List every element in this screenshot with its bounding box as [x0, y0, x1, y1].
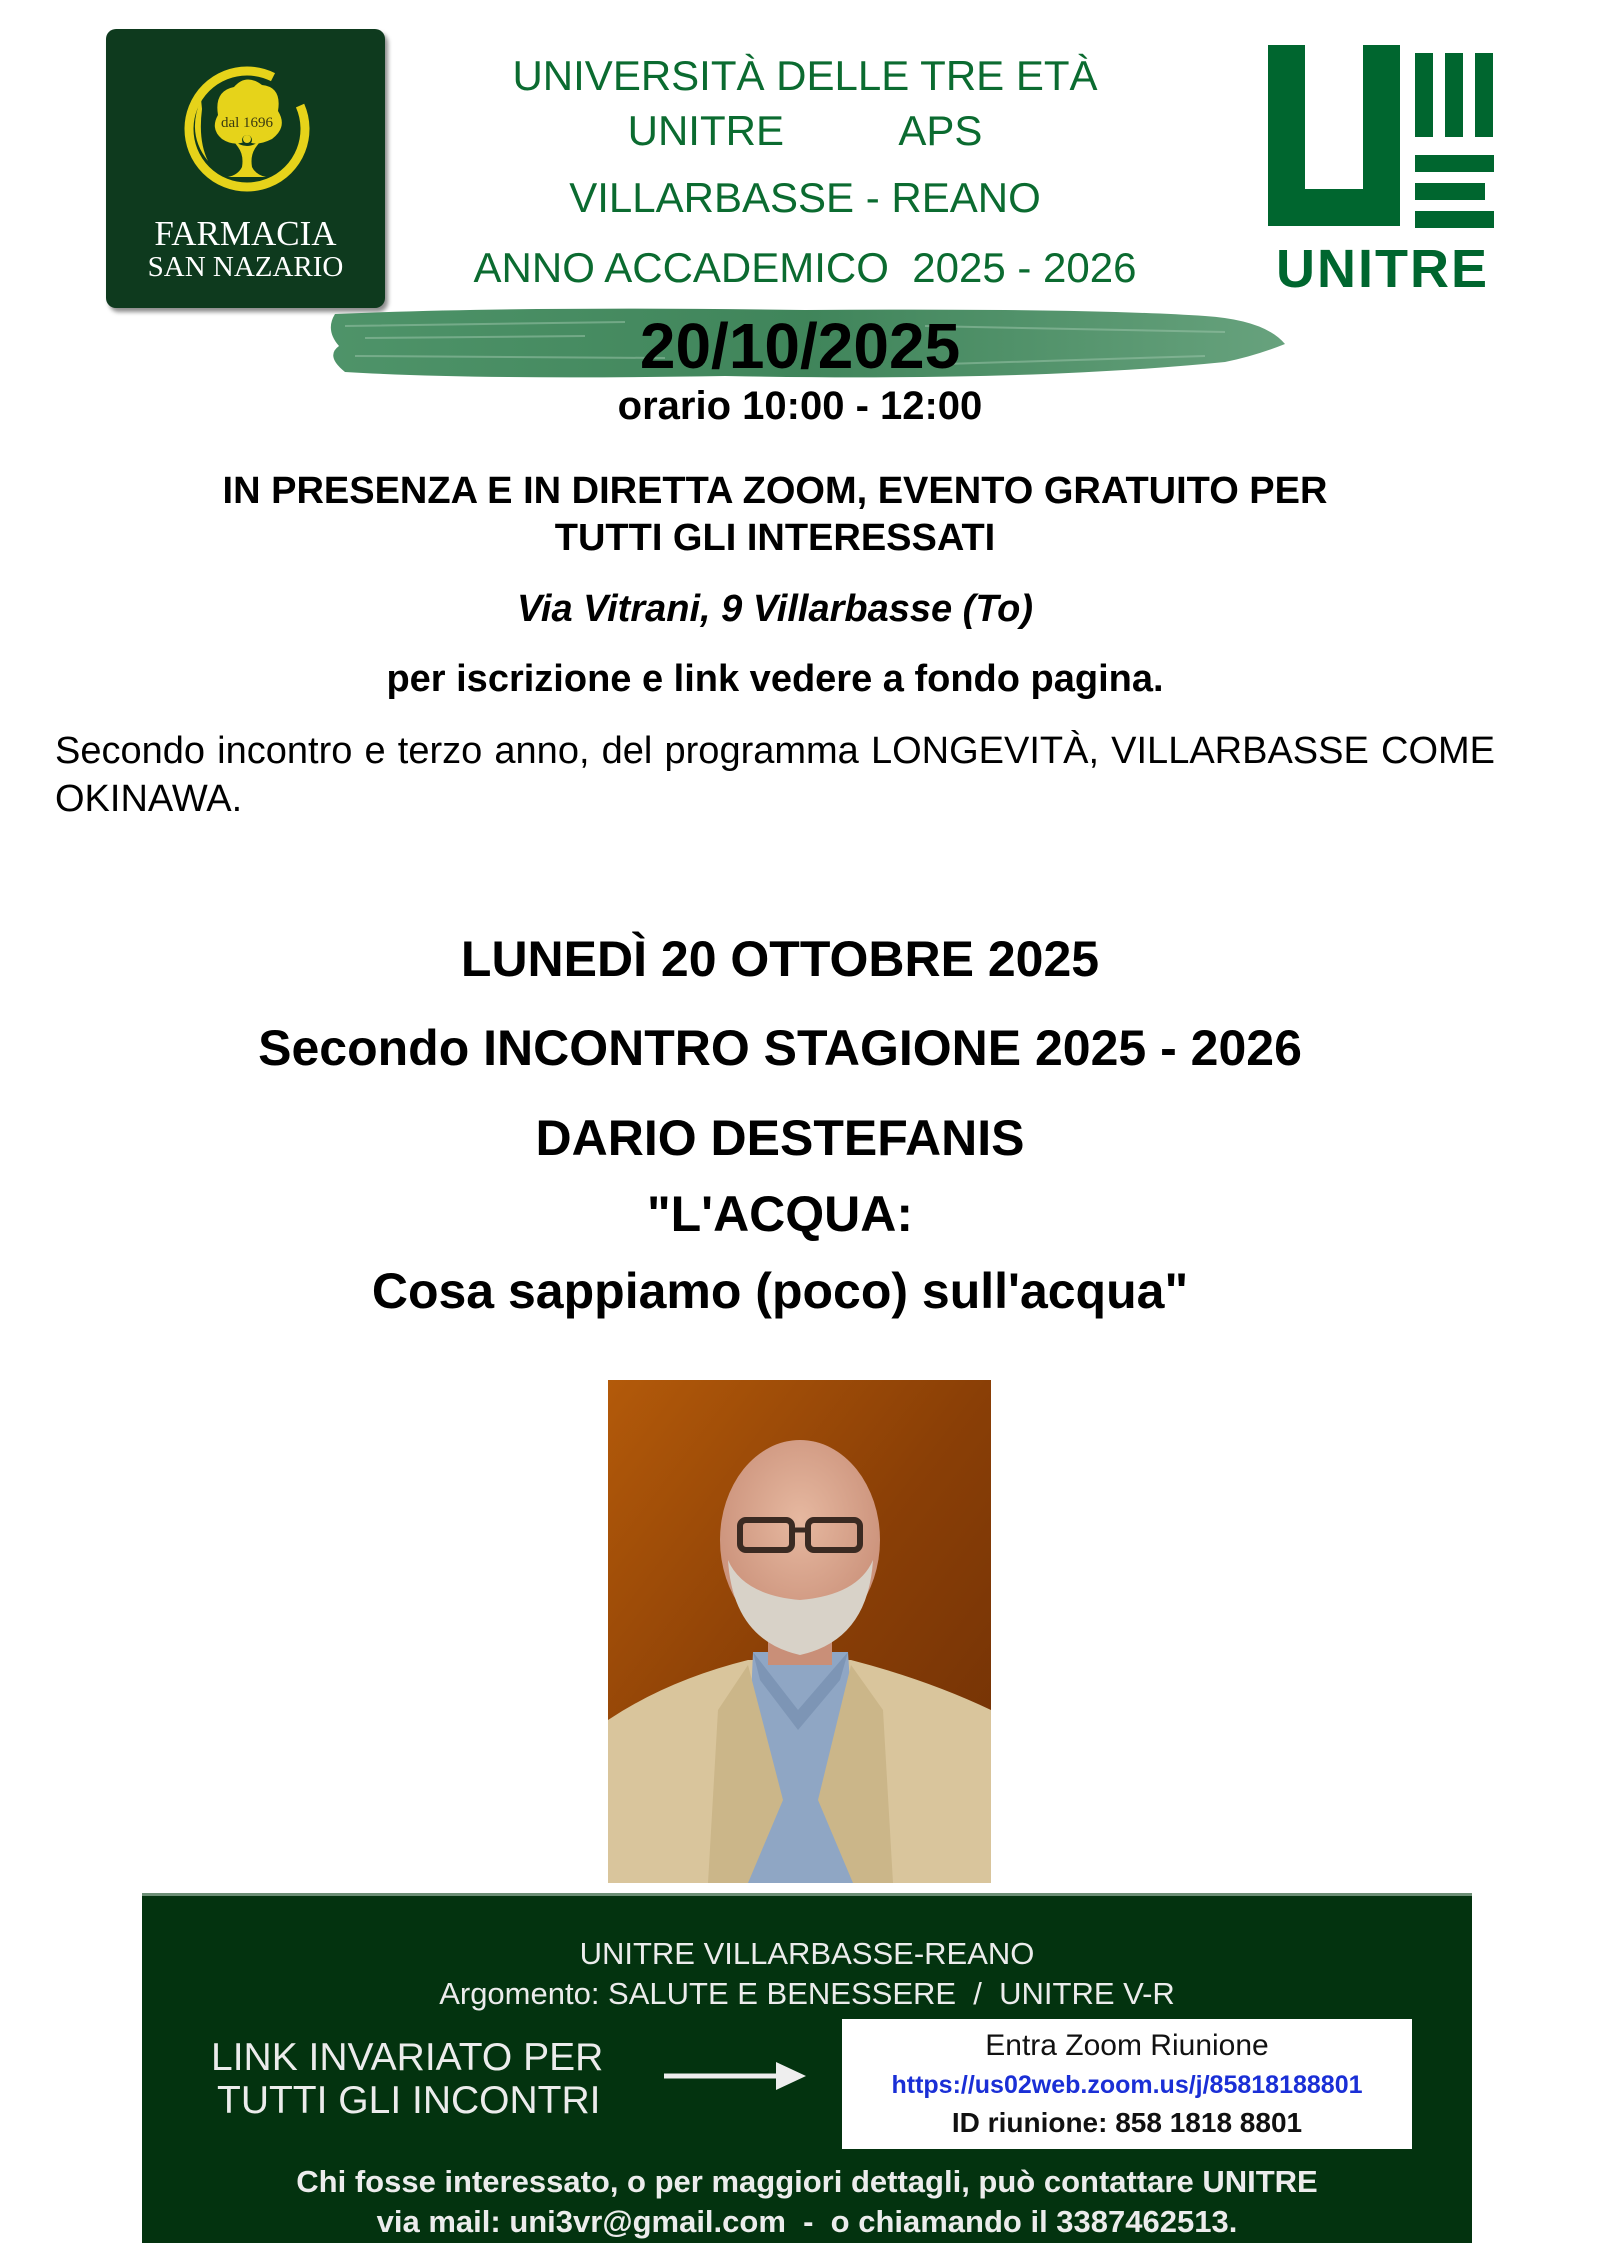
link-note-line2: TUTTI GLI INCONTRI — [217, 2079, 601, 2122]
header-academic-year: ANNO ACCADEMICO 2025 - 2026 — [473, 244, 1137, 291]
contact-line2: via mail: uni3vr@gmail.com - o chiamando il 3387462513. — [376, 2204, 1238, 2239]
event-format-line1: IN PRESENZA E IN DIRETTA ZOOM, EVENTO GRATUITO PER — [222, 470, 1328, 512]
banner-topic: Argomento: SALUTE E BENESSERE / UNITRE V-R — [439, 1976, 1175, 2011]
registration-note: per iscrizione e link vedere a fondo pagina. — [386, 658, 1164, 700]
event-format-line2: TUTTI GLI INTERESSATI — [554, 517, 996, 559]
farmacia-san-nazario-logo — [106, 29, 385, 308]
speaker-portrait-icon — [608, 1380, 991, 1883]
topic-line1: "L'ACQUA: — [646, 1186, 914, 1242]
arrow-right-icon — [664, 2056, 809, 2096]
zoom-heading: Entra Zoom Riunione — [985, 2029, 1269, 2062]
event-time: orario 10:00 - 12:00 — [617, 384, 983, 428]
contact-line1: Chi fosse interessato, o per maggiori dettagli, può contattare UNITRE — [296, 2164, 1318, 2199]
unitre-emblem-icon — [1255, 45, 1515, 245]
header-unitre-aps: UNITRE APS — [627, 107, 983, 154]
event-date: 20/10/2025 — [639, 310, 961, 382]
header-university: UNIVERSITÀ DELLE TRE ETÀ — [512, 52, 1098, 99]
event-description: Secondo incontro e terzo anno, del programma LONGEVITÀ, VILLARBASSE COME OKINAWA. — [55, 730, 1495, 820]
farmacia-name-line2: SAN NAZARIO — [147, 251, 344, 283]
since-label: dal 1696 — [220, 115, 274, 131]
header-location: VILLARBASSE - REANO — [569, 174, 1041, 221]
zoom-meeting-box — [842, 2019, 1412, 2149]
zoom-meeting-link[interactable]: https://us02web.zoom.us/j/85818188801 — [891, 2071, 1363, 2099]
event-season: Secondo INCONTRO STAGIONE 2025 - 2026 — [258, 1020, 1302, 1076]
banner-org: UNITRE VILLARBASSE-REANO — [579, 1936, 1035, 1971]
unitre-logo — [1255, 45, 1515, 305]
event-day: LUNEDÌ 20 OTTOBRE 2025 — [460, 931, 1100, 987]
zoom-info-banner — [142, 1893, 1472, 2243]
speaker-name: DARIO DESTEFANIS — [535, 1110, 1025, 1166]
unitre-logo-label: UNITRE — [1276, 239, 1489, 299]
speaker-photo — [608, 1380, 991, 1883]
topic-line2: Cosa sappiamo (poco) sull'acqua" — [371, 1263, 1189, 1319]
link-note-line1: LINK INVARIATO PER — [211, 2036, 604, 2079]
event-address: Via Vitrani, 9 Villarbasse (To) — [517, 588, 1033, 630]
farmacia-name-line1: FARMACIA — [154, 214, 337, 253]
zoom-meeting-id: ID riunione: 858 1818 8801 — [951, 2107, 1303, 2138]
